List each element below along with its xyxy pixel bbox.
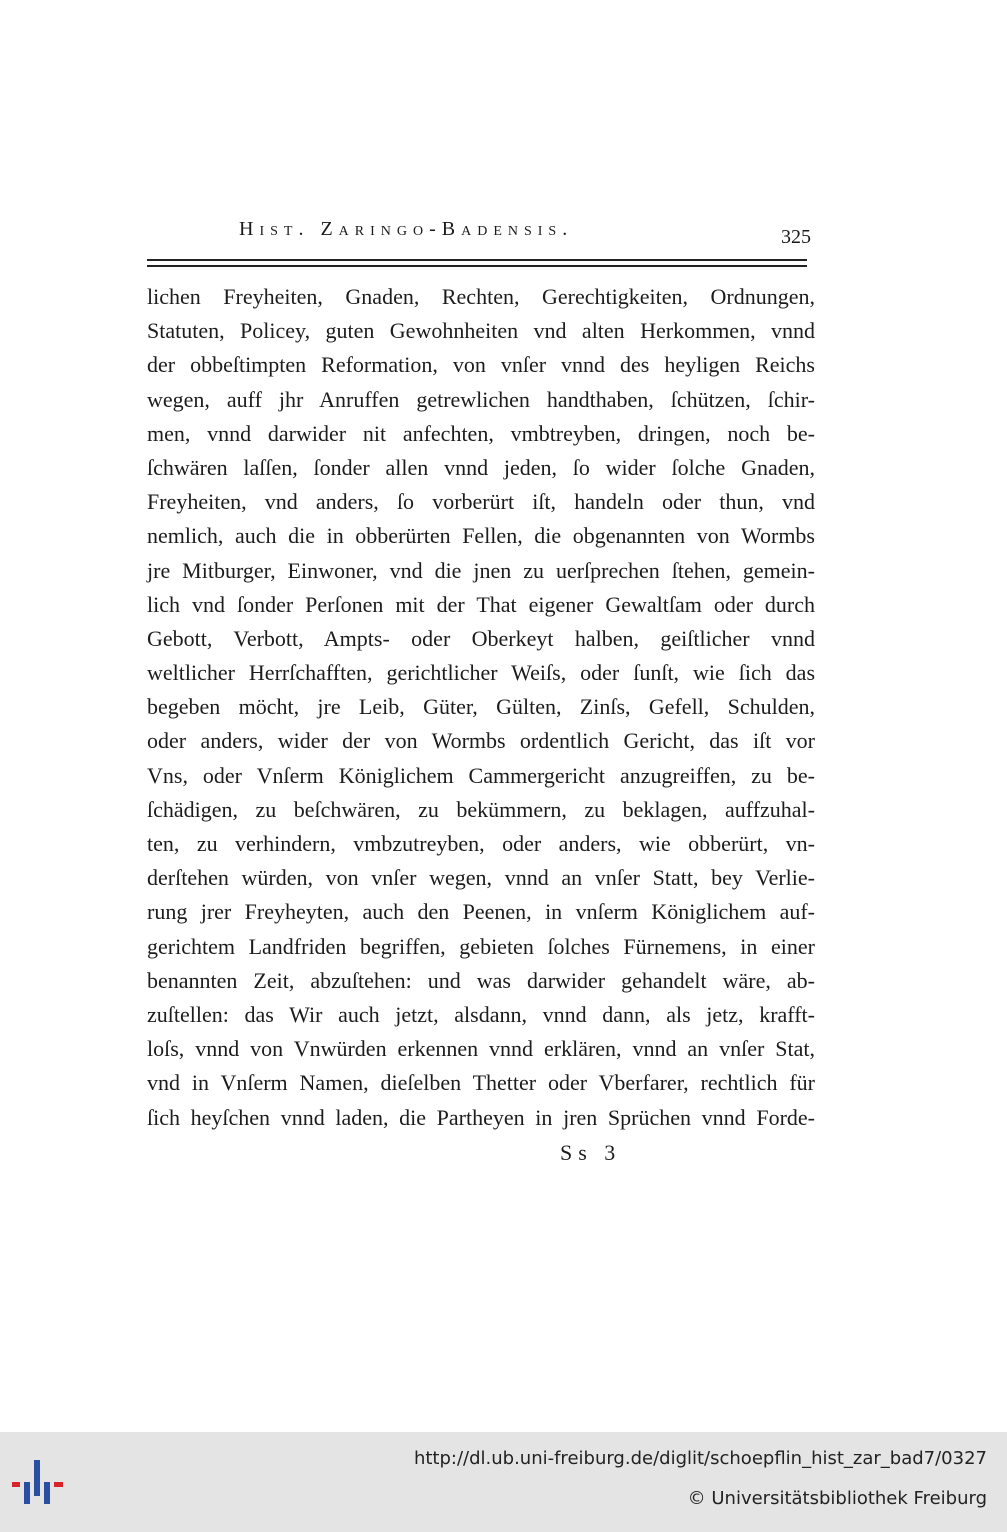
header-rule-bottom	[147, 265, 807, 267]
text-line: zuſtellen: das Wir auch jetzt, alsdann, vnnd dann, als jetz, krafft-	[147, 1001, 815, 1027]
text-line: jre Mitburger, Einwoner, vnd die jnen zu uerſprechen ſtehen, gemein-	[147, 557, 815, 583]
text-line: ſchädigen, zu beſchwären, zu bekümmern, zu beklagen, auffzuhal-	[147, 796, 815, 822]
text-line: loſs, vnnd von Vnwürden erkennen vnnd erklären, vnnd an vnſer Stat,	[147, 1036, 815, 1062]
text-line: Statuten, Policey, guten Gewohnheiten vnd alten Herkommen, vnnd	[147, 318, 815, 344]
text-line: ſich heyſchen vnnd laden, die Partheyen in jren Sprüchen vnnd Forde-	[147, 1104, 815, 1130]
text-line: benannten Zeit, abzuſtehen: und was darwider gehandelt wäre, ab-	[147, 967, 815, 993]
text-line: derſtehen würden, von vnſer wegen, vnnd an vnſer Statt, bey Verlie-	[147, 865, 815, 891]
text-line: ſchwären laſſen, ſonder allen vnnd jeden, ſo wider ſolche Gnaden,	[147, 454, 815, 480]
text-line: ten, zu verhindern, vmbzutreyben, oder anders, wie obberürt, vn-	[147, 831, 815, 856]
text-line: lich vnd ſonder Perſonen mit der That eigener Gewaltſam oder durch	[147, 591, 815, 617]
viewer-footer	[0, 1432, 1007, 1532]
signature-mark: Ss 3	[560, 1140, 622, 1165]
text-line: Gebott, Verbott, Ampts- oder Oberkeyt halben, geiſtlicher vnnd	[147, 625, 815, 651]
running-head	[147, 214, 811, 250]
copyright-notice: © Universitätsbibliothek Freiburg	[687, 1488, 987, 1509]
text-line: gerichtem Landfriden begriffen, gebieten ſolches Fürnemens, in einer	[147, 933, 815, 959]
text-line: der obbeſtimpten Reformation, von vnſer vnnd des heyligen Reichs	[147, 352, 815, 378]
running-title: Hist. Zaringo-Badensis.	[239, 218, 574, 240]
text-line: Vns, oder Vnſerm Königlichem Cammergericht anzugreiffen, zu be-	[147, 762, 815, 788]
text-line: begeben möcht, jre Leib, Güter, Gülten, Zinſs, Gefell, Schulden,	[147, 694, 815, 720]
text-line: lichen Freyheiten, Gnaden, Rechten, Gerechtigkeiten, Ordnungen,	[147, 284, 815, 309]
page-number: 325	[781, 226, 811, 248]
header-rule-top	[147, 259, 807, 261]
ub-freiburg-logo-icon[interactable]	[12, 1458, 64, 1510]
permalink-url[interactable]: http://dl.ub.uni-freiburg.de/diglit/schoepflin_hist_zar_bad7/0327	[413, 1448, 987, 1469]
text-line: rung jrer Freyheyten, auch den Peenen, in vnſerm Königlichem auf-	[147, 899, 815, 925]
text-line: nemlich, auch die in obberürten Fellen, die obgenannten von Wormbs	[147, 523, 815, 549]
text-line: men, vnnd darwider nit anfechten, vmbtreyben, dringen, noch be-	[147, 420, 815, 446]
text-line: vnd in Vnſerm Namen, dieſelben Thetter oder Vberfarer, rechtlich für	[147, 1070, 815, 1096]
text-line: wegen, auff jhr Anruffen getrewlichen handthaben, ſchützen, ſchir-	[147, 386, 815, 412]
text-line: weltlicher Herrſchafften, gerichtlicher Weiſs, oder ſunſt, wie ſich das	[147, 660, 815, 686]
text-line: Freyheiten, vnd anders, ſo vorberürt iſt, handeln oder thun, vnd	[147, 489, 815, 515]
body-text	[147, 280, 815, 1135]
text-line: oder anders, wider der von Wormbs ordentlich Gericht, das iſt vor	[147, 728, 815, 754]
